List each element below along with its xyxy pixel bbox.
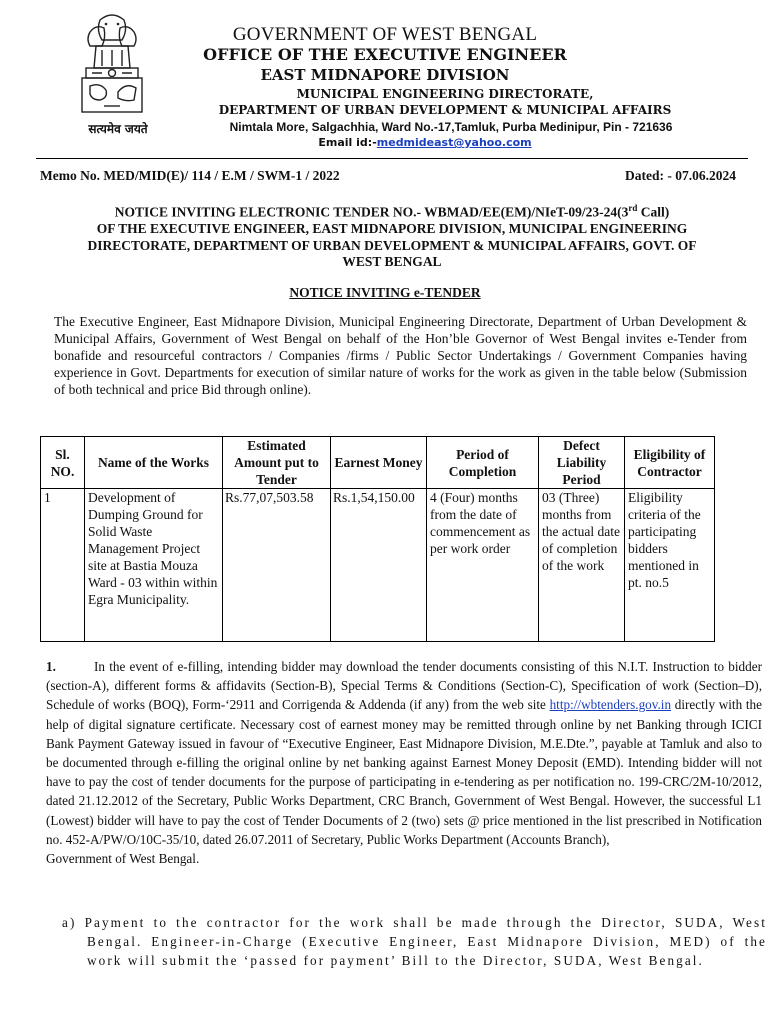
col-header: Defect Liability Period (539, 437, 625, 489)
cell-defect: 03 (Three) months from the actual date of completion of the work (539, 489, 625, 642)
email-label: Email id:- (318, 136, 377, 149)
email-line (40, 136, 770, 149)
intro-paragraph: The Executive Engineer, East Midnapore Division, Municipal Engineering Directorate, Department of Urban Development & Municipal Affairs, Government of West Bengal on behalf of the Hon’ble Governor of West Bengal invites e-Tender from bonafide and resourceful contractors / Companies /firms / Public Sector Undertakings / Government Companies having experience in Govt. Departments for execution of similar nature of works for the work as given in the table below (Submission of both technical and price Bid through online). (54, 314, 747, 397)
clause-text-c: Government of West Bengal. (46, 851, 200, 867)
table-row (41, 489, 715, 642)
works-table (40, 436, 715, 642)
memo-line (40, 168, 736, 184)
col-header: Period of Completion (427, 437, 539, 489)
clause-1 (46, 657, 762, 868)
title-text: NOTICE INVITING ELECTRONIC TENDER NO.- WBMAD/EE(EM)/NIeT-09/23-24(3 (114, 204, 629, 220)
tender-title-line-2: OF THE EXECUTIVE ENGINEER, EAST MIDNAPORE DIVISION, MUNICIPAL ENGINEERING (96, 221, 688, 236)
table-header-row (41, 437, 715, 489)
clause-text-b: directly with the help of digital signature certificate. Necessary cost of earnest money may be remitted through online by net Banking through ICICI Bank Payment Gateway issued in favour of “Executive Engineer, East Midnapore Division, M.E.Dte.”, payable at Tamluk and also to be documented through e-filling the original online by net banking against Earnest Money Deposit (EMD). Intending bidder will not have to pay the cost of tender documents for the purpose of participating in e-tendering as per notification no. 199-CRC/2M-10/2012, dated 21.12.2012 of the Secretary, Public Works Department, CRC Branch, Government of West Bengal. However, the successful L1 (Lowest) bidder will have to pay the cost of Tender Documents of 2 (two) sets @ price mentioned in the list prescribed in Notification no. 452-A/PW/O/10C-35/10, dated 26.07.2011 of Secretary, Public Works Department (Accounts Branch), (46, 697, 762, 847)
cell-amount: Rs.77,07,503.58 (223, 489, 331, 642)
header-divider (36, 158, 748, 159)
clause-1a: a) Payment to the contractor for the work shall be made through the Director, SUDA, West Bengal. Engineer-in-Charge (Executive Engineer, East Midnapore Division, MED) of the work will submit the ‘passed for payment’ Bill to the Director, SUDA, West Bengal. (62, 915, 767, 969)
cell-sl: 1 (41, 489, 85, 642)
tender-title-line-4: WEST BENGAL (342, 254, 442, 269)
clause-text-a: In the event of e-filling, intending bidder may download the tender documents consisting of this N.I.T. Instruction to bidder (section-A), different forms & affidavits (Section-B), Special Terms & Conditions (Section-C), Specification of work (Section–D), Schedule of works (BOQ), Form-‘2911 and Corrigenda & Addenda (if any) from the web site (46, 659, 762, 713)
tender-title-line-3: DIRECTORATE, DEPARTMENT OF URBAN DEVELOPMENT & MUNICIPAL AFFAIRS, GOVT. OF (87, 237, 697, 253)
notice-subtitle: NOTICE INVITING e-TENDER (289, 285, 481, 300)
col-header: Estimated Amount put to Tender (223, 437, 331, 489)
motto: सत्यमेव जयते (88, 122, 148, 136)
cell-name: Development of Dumping Ground for Solid Waste Management Project site at Bastia Mouza Ward - 03 within within Egra Municipality. (85, 489, 223, 642)
title-superscript: rd (628, 203, 638, 213)
email-link[interactable]: medmideast@yahoo.com (376, 136, 532, 149)
office-heading: OFFICE OF THE EXECUTIVE ENGINEER (203, 45, 567, 64)
col-header: Sl. NO. (41, 437, 85, 489)
letterhead (0, 0, 770, 160)
memo-date: Dated: - 07.06.2024 (625, 168, 736, 183)
division-heading: EAST MIDNAPORE DIVISION (260, 66, 510, 84)
tender-title-line-1 (36, 200, 748, 221)
wbtenders-link[interactable]: http://wbtenders.gov.in (549, 697, 672, 713)
tender-title (36, 200, 748, 271)
memo-number: Memo No. MED/MID(E)/ 114 / E.M / SWM-1 / 2022 (40, 168, 340, 183)
col-header: Eligibility of Contractor (625, 437, 715, 489)
col-header: Name of the Works (85, 437, 223, 489)
cell-earnest: Rs.1,54,150.00 (331, 489, 427, 642)
col-header: Earnest Money (331, 437, 427, 489)
department-heading: DEPARTMENT OF URBAN DEVELOPMENT & MUNICIPAL AFFAIRS (218, 103, 672, 117)
cell-eligibility: Eligibility criteria of the participating bidders mentioned in pt. no.5 (625, 489, 715, 642)
office-address: Nimtala More, Salgachhia, Ward No.-17,Tamluk, Purba Medinipur, Pin - 721636 (229, 120, 673, 134)
cell-period: 4 (Four) months from the date of commencement as per work order (427, 489, 539, 642)
directorate-heading: MUNICIPAL ENGINEERING DIRECTORATE, (296, 87, 594, 101)
clause-number: 1. (46, 659, 56, 674)
title-call: Call) (637, 204, 670, 220)
govt-heading: GOVERNMENT OF WEST BENGAL (232, 24, 538, 45)
